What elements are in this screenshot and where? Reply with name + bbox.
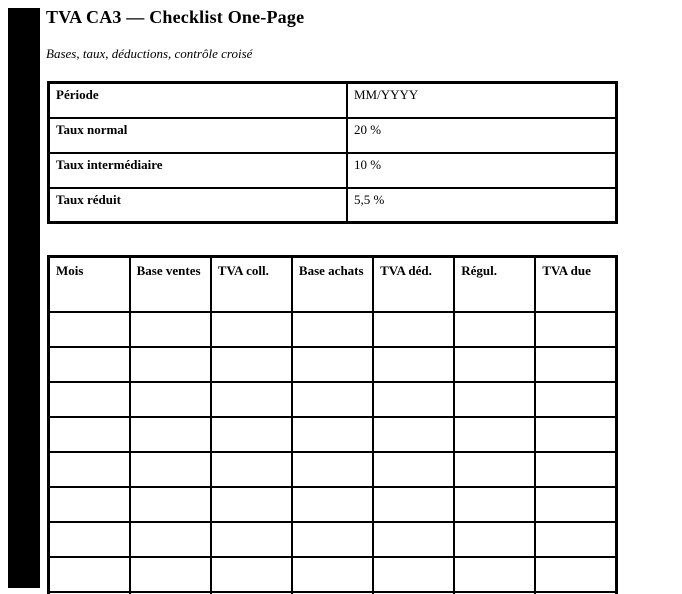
column-header-base-achats: Base achats <box>292 257 373 312</box>
empty-cell <box>130 382 211 417</box>
empty-cell <box>535 522 616 557</box>
table-row <box>49 188 617 223</box>
column-header-tva-ded: TVA déd. <box>373 257 454 312</box>
empty-cell <box>130 487 211 522</box>
empty-cell <box>130 522 211 557</box>
param-value: 10 % <box>347 153 617 188</box>
empty-cell <box>49 557 130 592</box>
empty-cell <box>535 417 616 452</box>
header-row <box>49 257 617 312</box>
empty-row <box>49 522 617 557</box>
page-title: TVA CA3 — Checklist One-Page <box>46 7 305 27</box>
empty-cell <box>292 347 373 382</box>
empty-row <box>49 417 617 452</box>
empty-cell <box>292 312 373 347</box>
table-row <box>49 153 617 188</box>
empty-cell <box>130 452 211 487</box>
empty-cell <box>292 452 373 487</box>
empty-cell <box>292 487 373 522</box>
empty-cell <box>292 522 373 557</box>
empty-cell <box>130 347 211 382</box>
column-header-base-ventes: Base ventes <box>130 257 211 312</box>
empty-cell <box>454 522 535 557</box>
param-value: 5,5 % <box>347 188 617 223</box>
empty-cell <box>49 382 130 417</box>
monthly-table-head <box>49 257 617 312</box>
empty-cell <box>373 312 454 347</box>
empty-cell <box>454 487 535 522</box>
params-table <box>47 81 618 224</box>
param-label: Taux normal <box>49 118 348 153</box>
empty-cell <box>49 487 130 522</box>
empty-cell <box>454 452 535 487</box>
empty-cell <box>130 312 211 347</box>
empty-row <box>49 557 617 592</box>
empty-row <box>49 452 617 487</box>
empty-row <box>49 312 617 347</box>
empty-cell <box>211 557 292 592</box>
empty-cell <box>49 347 130 382</box>
empty-cell <box>373 557 454 592</box>
param-label: Taux intermédiaire <box>49 153 348 188</box>
empty-cell <box>211 347 292 382</box>
table-row <box>49 83 617 118</box>
empty-cell <box>535 557 616 592</box>
params-table-body <box>49 83 617 223</box>
empty-cell <box>373 452 454 487</box>
empty-cell <box>130 557 211 592</box>
page-subtitle: Bases, taux, déductions, contrôle croisé <box>46 46 253 61</box>
empty-cell <box>373 382 454 417</box>
column-header-regul: Régul. <box>454 257 535 312</box>
empty-cell <box>49 417 130 452</box>
empty-cell <box>292 417 373 452</box>
param-value: MM/YYYY <box>347 83 617 118</box>
empty-row <box>49 487 617 522</box>
monthly-table <box>47 255 618 594</box>
column-header-tva-due: TVA due <box>535 257 616 312</box>
empty-cell <box>292 382 373 417</box>
empty-cell <box>454 382 535 417</box>
empty-cell <box>373 417 454 452</box>
empty-cell <box>373 487 454 522</box>
param-label: Période <box>49 83 348 118</box>
column-header-tva-coll: TVA coll. <box>211 257 292 312</box>
empty-cell <box>535 312 616 347</box>
empty-cell <box>292 557 373 592</box>
column-header-mois: Mois <box>49 257 130 312</box>
empty-row <box>49 382 617 417</box>
empty-cell <box>211 487 292 522</box>
param-label: Taux réduit <box>49 188 348 223</box>
param-value: 20 % <box>347 118 617 153</box>
empty-cell <box>211 312 292 347</box>
empty-cell <box>49 452 130 487</box>
empty-cell <box>211 452 292 487</box>
empty-cell <box>49 312 130 347</box>
empty-cell <box>373 522 454 557</box>
table-row <box>49 118 617 153</box>
monthly-table-body <box>49 312 617 594</box>
empty-cell <box>535 347 616 382</box>
empty-cell <box>211 382 292 417</box>
empty-cell <box>454 312 535 347</box>
empty-cell <box>373 347 454 382</box>
empty-cell <box>454 557 535 592</box>
empty-cell <box>454 417 535 452</box>
empty-cell <box>130 417 211 452</box>
empty-cell <box>454 347 535 382</box>
left-black-bar <box>8 8 40 588</box>
empty-cell <box>535 487 616 522</box>
empty-cell <box>49 522 130 557</box>
empty-cell <box>211 522 292 557</box>
empty-cell <box>535 452 616 487</box>
empty-cell <box>211 417 292 452</box>
empty-row <box>49 347 617 382</box>
empty-cell <box>535 382 616 417</box>
